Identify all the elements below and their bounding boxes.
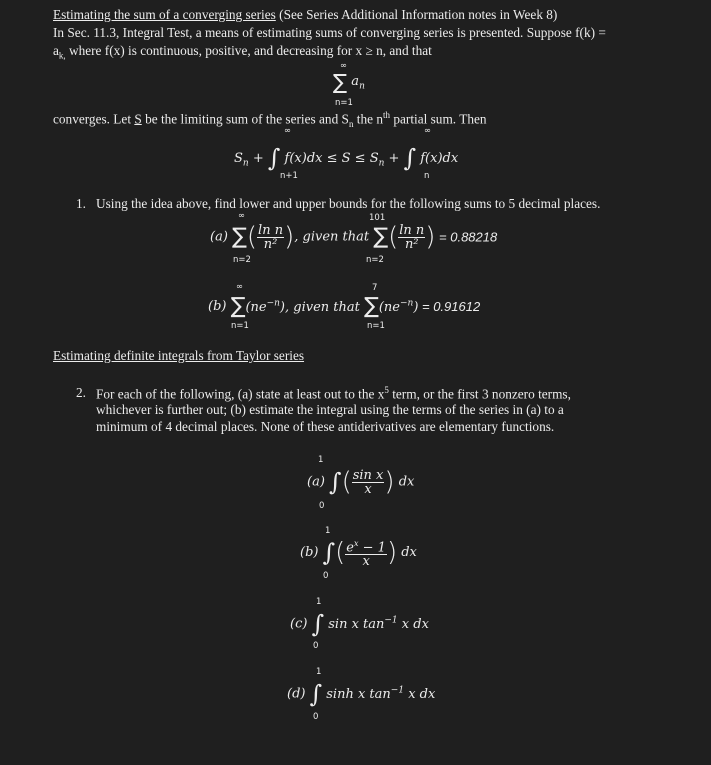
q1a-label: (a) bbox=[210, 229, 228, 245]
series-sum: ∑ $a_n$ bbox=[333, 70, 365, 94]
q1a-given-lower: n=2 bbox=[366, 255, 384, 265]
sigma-icon: ∑ bbox=[232, 224, 247, 250]
q2c-expression: (c) ∫ sin x $\tan^{-1} x$ dx bbox=[290, 610, 429, 638]
q2-line-3: minimum of 4 decimal places. None of these antiderivatives are elementary functions. bbox=[96, 419, 555, 434]
q1b-expression: (b) $\sum(ne^{-n})$, given that $\sum(ne^{-n}) = 0.91612$ bbox=[208, 294, 481, 319]
q2-line-2: whichever is further out; (b) estimate the integral using the terms of the series in (a) to a bbox=[96, 402, 564, 417]
q1-number: 1. bbox=[76, 196, 86, 211]
intro-line-3-rest: where f(x) is continuous, positive, and decreasing for x ≥ n, and that bbox=[65, 43, 432, 58]
sigma-icon: ∑ bbox=[230, 294, 246, 319]
q2b-label: (b) bbox=[300, 545, 319, 561]
intro-line-3 bbox=[53, 43, 432, 61]
section2-heading: Estimating definite integrals from Taylor series bbox=[53, 348, 305, 363]
q1b-value: = 0.91612 bbox=[418, 298, 481, 314]
q2c-upper: 1 bbox=[316, 597, 322, 607]
q2b-expression: (b) ∫( $\frac{e^x - 1}{x}$ ) dx bbox=[300, 537, 417, 570]
q2a-lower: 0 bbox=[319, 501, 325, 511]
q2d-lower: 0 bbox=[313, 712, 319, 722]
ineq-int1-lower: n+1 bbox=[280, 171, 298, 181]
q1b-label: (b) bbox=[208, 299, 227, 314]
integral-icon: ∫ bbox=[403, 144, 417, 172]
intro-heading-suffix: (See Series Additional Information notes in Week 8) bbox=[275, 7, 558, 22]
q2c-lower: 0 bbox=[313, 641, 319, 651]
integral-icon: ∫ bbox=[322, 538, 336, 567]
ak-symbol: $a_{k,}$ bbox=[53, 43, 66, 61]
q1a-value: = 0.88218 bbox=[435, 229, 498, 245]
q1-text: Using the idea above, find lower and upper bounds for the following sums to 5 decimal places. bbox=[96, 196, 601, 211]
q2-line-1: For each of the following, (a) state at least out to the $x^5$ term, or the first 3 nonzero terms, bbox=[96, 385, 571, 402]
q2d-expression: (d) ∫ sinh x $\tan^{-1} x$ dx bbox=[287, 680, 436, 708]
ineq-int2-upper: ∞ bbox=[424, 126, 432, 136]
series-lower-limit: n=1 bbox=[335, 98, 353, 108]
sigma-icon: ∑ bbox=[373, 224, 389, 250]
q1b-given-upper: 7 bbox=[372, 283, 378, 293]
integral-icon: ∫ bbox=[267, 144, 281, 172]
q1b-lower: n=1 bbox=[231, 321, 249, 331]
q2b-upper: 1 bbox=[325, 526, 331, 536]
intro-line-2: In Sec. 11.3, Integral Test, a means of estimating sums of converging series is presented. Suppose f(k) = bbox=[53, 25, 606, 40]
q2b-lower: 0 bbox=[323, 571, 329, 581]
q1a-expression: (a) ∑( $\frac{\text{ln n}}{\text{n²}}$ ), given that ∑( $\frac{\text{ln n}}{\text{n²}}$ ) = 0.88218 bbox=[210, 222, 498, 252]
ineq-int1-upper: ∞ bbox=[284, 126, 292, 136]
q1b-upper: ∞ bbox=[236, 282, 244, 292]
ineq-int2-lower: n bbox=[424, 171, 430, 181]
q2d-label: (d) bbox=[287, 686, 306, 702]
intro-heading-line bbox=[53, 7, 557, 23]
sigma-icon: ∑ bbox=[333, 70, 348, 94]
series-upper-limit: ∞ bbox=[340, 61, 348, 71]
q1a-upper: ∞ bbox=[238, 211, 246, 221]
q2-number: 2. bbox=[76, 385, 86, 400]
q2a-upper: 1 bbox=[318, 455, 324, 465]
sigma-icon: ∑ bbox=[364, 294, 379, 319]
q1a-lower: n=2 bbox=[233, 255, 251, 265]
q2d-upper: 1 bbox=[316, 667, 322, 677]
q2a-expression: (a) ∫( $\frac{\text{sin x}}{x}$ ) dx bbox=[307, 467, 415, 497]
q2c-label: (c) bbox=[290, 616, 308, 632]
intro-line-4: converges. Let S be the limiting sum of the series and $S_n$ the $n^{th}$ partial sum. Then bbox=[53, 110, 487, 130]
q2a-label: (a) bbox=[307, 474, 325, 490]
integral-icon: ∫ bbox=[309, 680, 323, 708]
integral-icon: ∫ bbox=[311, 610, 325, 638]
intro-heading: Estimating the sum of a converging series bbox=[53, 7, 276, 22]
integral-inequality: $S_n$ + ∫ $f(x)dx \le S \le S_n$ + ∫ f(x)dx bbox=[234, 144, 459, 172]
integral-icon: ∫ bbox=[329, 468, 342, 496]
q1a-given-upper: 101 bbox=[369, 213, 386, 223]
q1b-given-lower: n=1 bbox=[367, 321, 385, 331]
